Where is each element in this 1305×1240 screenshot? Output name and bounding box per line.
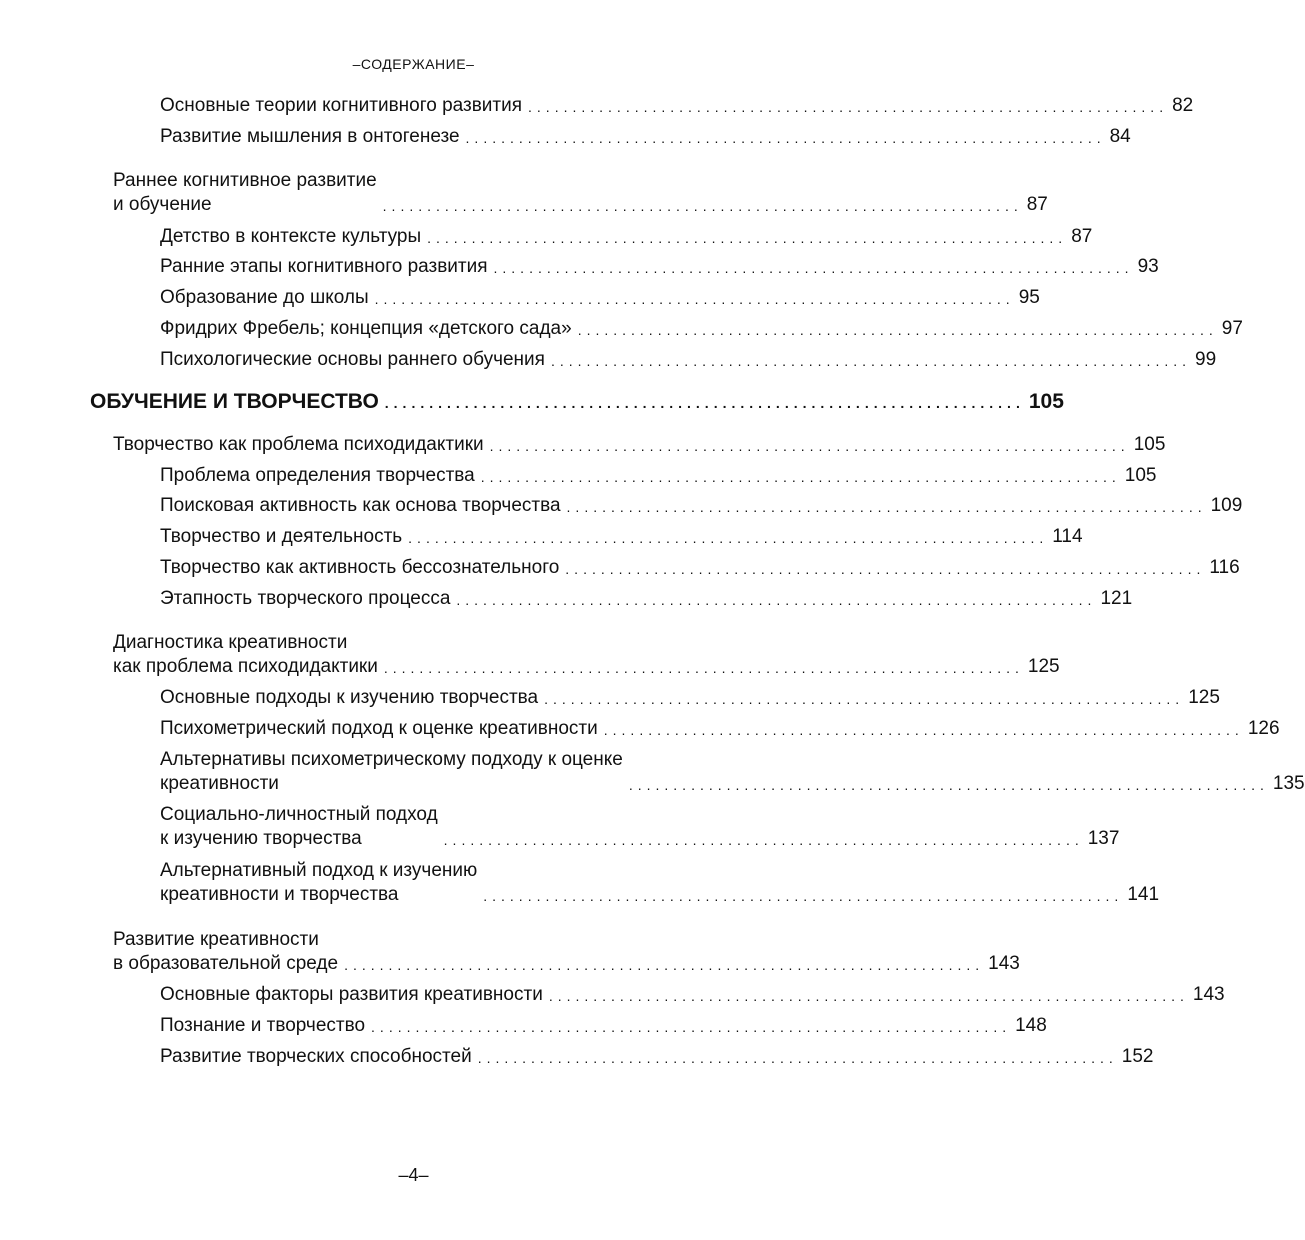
entry-title (113, 928, 338, 976)
toc-entry[interactable] (160, 317, 1243, 341)
toc-entry[interactable] (160, 125, 1131, 149)
dot-leader: ........................................................................ (384, 395, 1025, 411)
section-title: ОБУЧЕНИЕ И ТВОРЧЕСТВО (90, 390, 379, 413)
page-number: 105 (1124, 465, 1157, 486)
page-number: 143 (1192, 984, 1225, 1005)
entry-title: Развитие творческих способностей (160, 1046, 472, 1067)
page-number: 87 (1071, 226, 1093, 247)
dot-leader: ........................................................................ (577, 322, 1218, 338)
toc-entry[interactable] (160, 587, 1133, 611)
dot-leader: ........................................................................ (477, 1050, 1118, 1066)
entry-title (160, 803, 438, 851)
entry-title: Психологические основы раннего обучения (160, 349, 545, 370)
entry-title: Ранние этапы когнитивного развития (160, 256, 488, 277)
toc-entry[interactable] (160, 525, 1083, 549)
page-number: 82 (1172, 95, 1194, 116)
entry-title: Психометрический подход к оценке креативности (160, 718, 598, 739)
dot-leader: ........................................................................ (408, 530, 1049, 546)
entry-title-line1: Альтернативный подход к изучению (160, 860, 478, 881)
entry-title: Познание и творчество (160, 1015, 366, 1036)
dot-leader: ........................................................................ (565, 561, 1206, 577)
entry-title: Основные теории когнитивного развития (160, 95, 523, 116)
toc-entry[interactable] (160, 717, 1280, 741)
toc-entry[interactable] (113, 928, 1020, 976)
toc-entry[interactable] (160, 556, 1240, 580)
toc-entry[interactable] (160, 859, 1160, 907)
toc-entry[interactable] (160, 686, 1220, 710)
entry-title: Творчество как активность бессознательного (160, 557, 560, 578)
page-number: 109 (1210, 495, 1243, 516)
toc-section-entry[interactable] (90, 390, 1064, 414)
dot-leader: ........................................................................ (550, 353, 1192, 369)
dot-leader: ........................................................................ (382, 198, 1023, 214)
entry-title-line2: креативности (160, 773, 279, 794)
entry-title (113, 631, 378, 679)
toc-entry[interactable] (160, 494, 1243, 518)
dot-leader: ........................................................................ (493, 260, 1134, 276)
entry-title: Развитие мышления в онтогенезе (160, 126, 460, 147)
page-number: 116 (1209, 557, 1240, 578)
page-number: 148 (1015, 1015, 1047, 1036)
toc-entry[interactable] (113, 169, 1048, 217)
entry-title-line1: Диагностика креативности (113, 632, 348, 653)
page-number: 141 (1127, 884, 1160, 905)
entry-title: Основные факторы развития креативности (160, 984, 543, 1005)
page-number: 126 (1247, 718, 1280, 739)
dot-leader: ........................................................................ (383, 660, 1024, 676)
page-number: 125 (1188, 687, 1220, 708)
entry-title-line2: как проблема психодидактики (113, 656, 378, 677)
entry-title: Поисковая активность как основа творчества (160, 495, 561, 516)
page-number: 105 (1028, 390, 1064, 413)
toc-entry[interactable] (113, 631, 1060, 679)
page-number: 97 (1221, 318, 1243, 339)
dot-leader: ........................................................................ (544, 691, 1185, 707)
page-number: 84 (1109, 126, 1131, 147)
entry-title: Проблема определения творчества (160, 465, 475, 486)
page-number: 105 (1133, 434, 1166, 455)
dot-leader: ........................................................................ (528, 99, 1169, 115)
dot-leader: ........................................................................ (489, 438, 1130, 454)
entry-title-line1: Социально-личностный подход (160, 804, 438, 825)
page-number: 114 (1052, 526, 1083, 547)
dot-leader: ........................................................................ (443, 832, 1084, 848)
entry-title: Фридрих Фребель; концепция «детского сада» (160, 318, 572, 339)
toc-entry[interactable] (160, 803, 1120, 851)
toc-entry[interactable] (113, 433, 1166, 457)
page-number: 143 (988, 953, 1020, 974)
page-number: 137 (1087, 828, 1120, 849)
running-header: –СОДЕРЖАНИЕ– (352, 56, 475, 72)
dot-leader: ........................................................................ (371, 1019, 1012, 1035)
toc-entry[interactable] (160, 1014, 1047, 1038)
toc-entry[interactable] (160, 748, 1305, 796)
dot-leader: ........................................................................ (427, 230, 1068, 246)
page-footer-number: –4– (398, 1165, 429, 1185)
page-number: 135 (1272, 773, 1305, 794)
dot-leader: ........................................................................ (344, 957, 985, 973)
entry-title (160, 859, 477, 907)
entry-title-line2: к изучению творчества (160, 828, 362, 849)
page-number: 95 (1018, 287, 1040, 308)
entry-title-line1: Развитие креативности (113, 929, 319, 950)
entry-title (113, 169, 377, 217)
entry-title-line1: Альтернативы психометрическому подходу к оценке (160, 749, 623, 770)
toc-entry[interactable] (160, 225, 1093, 249)
entry-title: Этапность творческого процесса (160, 588, 451, 609)
dot-leader: ........................................................................ (374, 291, 1015, 307)
dot-leader: ........................................................................ (603, 722, 1244, 738)
page-number: 152 (1121, 1046, 1154, 1067)
entry-title: Творчество как проблема психодидактики (113, 434, 484, 455)
page-number: 93 (1137, 256, 1159, 277)
entry-title-line1: Раннее когнитивное развитие (113, 170, 377, 191)
toc-entry[interactable] (160, 348, 1217, 372)
toc-entry[interactable] (160, 286, 1040, 310)
entry-title: Основные подходы к изучению творчества (160, 687, 539, 708)
entry-title-line2: и обучение (113, 194, 212, 215)
dot-leader: ........................................................................ (465, 130, 1106, 146)
entry-title: Образование до школы (160, 287, 369, 308)
toc-entry[interactable] (160, 94, 1194, 118)
entry-title: Творчество и деятельность (160, 526, 403, 547)
dot-leader: ........................................................................ (483, 888, 1124, 904)
toc-entry[interactable] (160, 464, 1157, 488)
page-number: 87 (1026, 194, 1048, 215)
dot-leader: ........................................................................ (628, 777, 1269, 793)
page-number: 121 (1100, 588, 1133, 609)
toc-entry[interactable] (160, 255, 1159, 279)
entry-title: Детство в контексте культуры (160, 226, 422, 247)
dot-leader: ........................................................................ (566, 499, 1207, 515)
entry-title (160, 748, 623, 796)
page-number: 99 (1195, 349, 1217, 370)
toc-entry[interactable] (160, 1045, 1154, 1069)
toc-entry[interactable] (160, 983, 1225, 1007)
dot-leader: ........................................................................ (480, 469, 1121, 485)
dot-leader: ........................................................................ (548, 988, 1189, 1004)
dot-leader: ........................................................................ (456, 592, 1097, 608)
entry-title-line2: в образовательной среде (113, 953, 339, 974)
entry-title-line2: креативности и творчества (160, 884, 399, 905)
page-number: 125 (1027, 656, 1060, 677)
